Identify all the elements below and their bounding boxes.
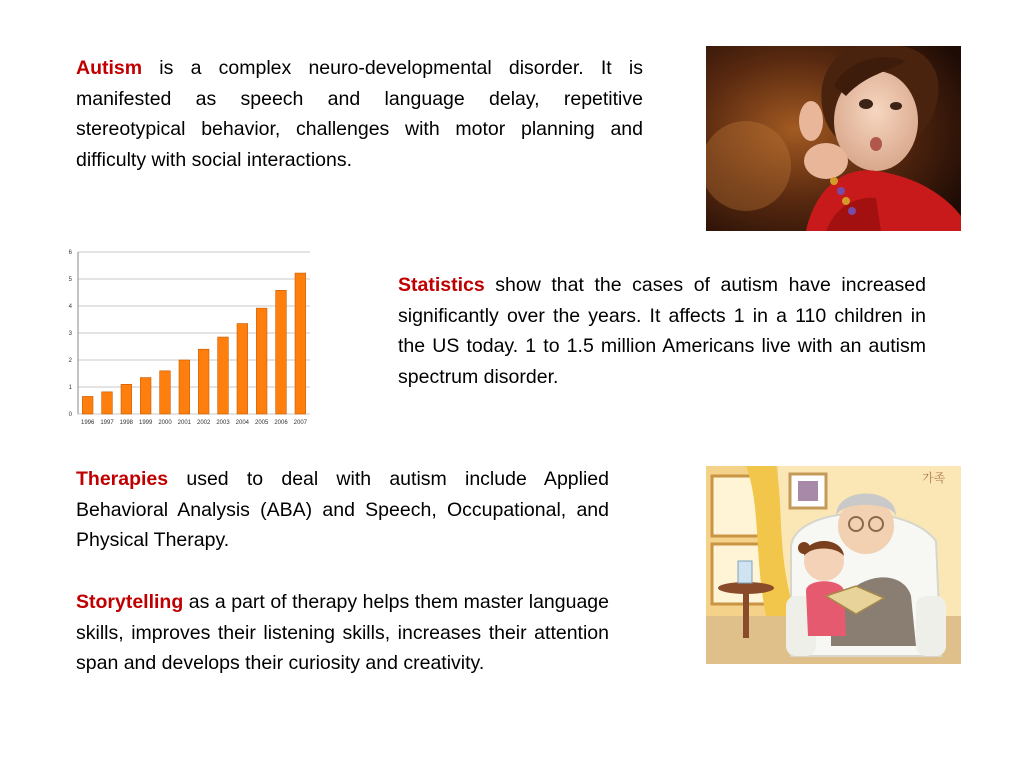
x-tick-label: 1999 bbox=[138, 420, 153, 426]
statistics-text: show that the cases of autism have increased significantly over the years. It affects 1 in a 110 children in the US today. 1 to 1.5 million Americans live with an autism spectrum disorder. bbox=[398, 274, 926, 388]
bar bbox=[102, 392, 113, 414]
y-tick-label: 6 bbox=[68, 250, 72, 256]
x-tick-label: 1997 bbox=[100, 420, 114, 426]
autism-cases-bar-chart bbox=[60, 244, 320, 430]
x-tick-label: 2000 bbox=[158, 420, 172, 426]
bar bbox=[256, 308, 267, 414]
y-tick-label: 5 bbox=[68, 277, 72, 283]
storytelling-keyword: Storytelling bbox=[76, 591, 184, 613]
storytelling-text: as a part of therapy helps them master language skills, improves their listening skills, increases their attention span and develops their curiosity and creativity. bbox=[76, 591, 609, 674]
bar bbox=[160, 371, 171, 414]
bar bbox=[295, 273, 306, 414]
therapies-paragraph bbox=[76, 464, 609, 556]
autism-paragraph bbox=[76, 53, 643, 175]
bar bbox=[198, 349, 209, 414]
x-tick-label: 1998 bbox=[119, 420, 134, 426]
x-tick-label: 1996 bbox=[80, 420, 95, 426]
y-tick-label: 3 bbox=[68, 331, 72, 337]
x-tick-label: 2006 bbox=[274, 420, 288, 426]
x-tick-label: 2001 bbox=[177, 420, 192, 426]
bar bbox=[140, 378, 151, 414]
therapies-text: used to deal with autism include Applied Behavioral Analysis (ABA) and Speech, Occupational, and Physical Therapy. bbox=[76, 468, 609, 551]
y-tick-label: 1 bbox=[68, 385, 72, 391]
bar bbox=[82, 396, 93, 414]
x-tick-label: 2004 bbox=[235, 420, 250, 426]
storytelling-paragraph bbox=[76, 587, 609, 679]
bar bbox=[179, 360, 190, 414]
y-tick-label: 4 bbox=[68, 304, 72, 310]
bar bbox=[237, 324, 248, 414]
x-tick-label: 2002 bbox=[196, 420, 211, 426]
bar bbox=[121, 384, 132, 414]
autism-text: is a complex neuro-developmental disorder. It is manifested as speech and language delay, repetitive stereotypical behavior, challenges with motor planning and difficulty with social interactions. bbox=[76, 57, 643, 171]
bar bbox=[276, 290, 287, 414]
x-tick-label: 2003 bbox=[216, 420, 230, 426]
autism-keyword: Autism bbox=[76, 57, 143, 79]
svg-text:가족: 가족 bbox=[922, 471, 946, 485]
statistics-keyword: Statistics bbox=[398, 274, 485, 296]
therapies-keyword: Therapies bbox=[76, 468, 169, 490]
y-tick-label: 0 bbox=[68, 412, 72, 418]
bar bbox=[218, 337, 229, 414]
statistics-paragraph bbox=[398, 270, 926, 392]
photo-child-looking-up bbox=[706, 46, 961, 231]
x-tick-label: 2007 bbox=[293, 420, 308, 426]
y-tick-label: 2 bbox=[68, 358, 72, 364]
illustration-grandmother-reading-to-child bbox=[706, 466, 961, 664]
x-tick-label: 2005 bbox=[254, 420, 269, 426]
